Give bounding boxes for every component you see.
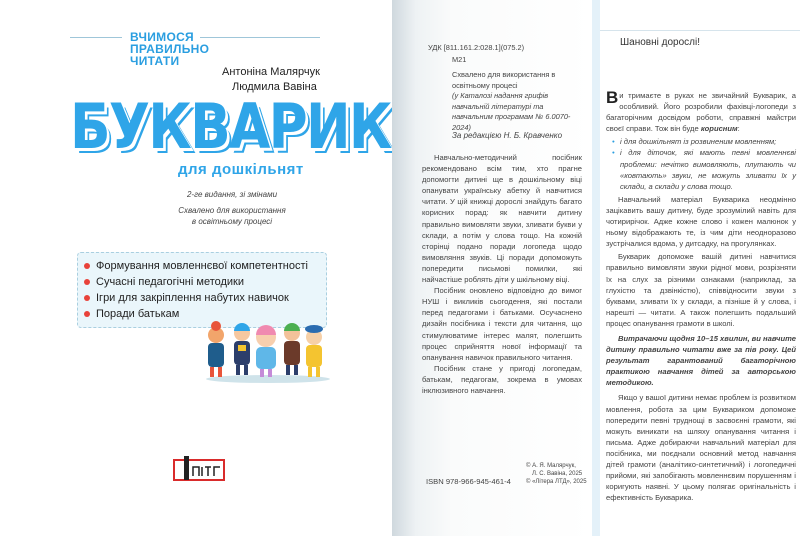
divider <box>70 37 122 38</box>
series-line: ВЧИМОСЯ <box>130 30 194 44</box>
children-illustration <box>198 313 333 383</box>
list-item: • і для дошкільнят із розвиненим мовленням; <box>612 136 796 147</box>
paragraph: и тримаєте в руках не звичайний Букварик, а особливий. Його розробили фахівці-логопеди з багаторічним досвідом роботи, справжні майстри своєї справи. Тож він буде <box>606 91 796 134</box>
paragraph: Букварик допоможе вашій дитині навчитися правильно вимовляти звуки рідної мови, розрізняти їх на слух за різними ознаками (наприклад, за глухістю та дзвінкістю), співвідносити звуки з буквами, зливати їх у склади, а пізніше й у слова, і нарешті — читати. А також полегшить подальший процес опанування грамоти в школі. <box>606 252 796 328</box>
page-heading: Шановні дорослі! <box>620 37 700 48</box>
approval: в освітньому процесі <box>191 217 273 226</box>
publisher-logo <box>172 456 228 482</box>
paragraph: Посібник оновлено відповідно до вимог НУШ і викликів сьогодення, які постали перед педагогами і батьками. Осучаснено дизайн посібника і тексти для читання, що стимулюватиме інтерес малят, полегшить процес сприйняття нової інформації та опанування навичок правильного читання. <box>422 286 582 362</box>
feature-item: Сучасні педагогічні методики <box>84 274 320 290</box>
divider <box>600 30 800 31</box>
paragraph: Навчально-методичний посібник рекомендовано всім тим, хто прагне допомогти дитині ще в дошкільному віці опанувати українську абетку й навчитися читати. У цій книжці дорослі знайдуть багато корисних порад: як навчити дитину правильно вимовляти звуки, зливати букви у склади, а потім у слова тощо. На кожній сторінці подано поради логопеда щодо вимовляння звуків. Ці поради допоможуть попередити письмові помилки, які найчастіше роблять діти у шкільному віці. <box>422 153 582 285</box>
copyright-line: Л. С. Вавіна, 2025 <box>532 471 583 477</box>
copyright-line: © А. Я. Малярчук, <box>526 463 576 469</box>
intro-page <box>592 0 800 536</box>
approval: Схвалено для використання <box>178 206 286 215</box>
paragraph: Посібник стане у пригоді логопедам, батькам, педагогам, зокрема в умовах інклюзивного навчання. <box>422 363 582 395</box>
paragraph: Якщо у вашої дитини немає проблем із розвитком мовлення, робота за цим Буквариком допоможе попередити певні труднощі в засвоєнні грамоти, які можуть виникати на шляху опанування читання і письма. Адже добираючи навчальний матеріал для посібника, ми поєднали основний метод навчання дітей грамоти (аналітико-синтетичний) і логопедичні прийоми, які запобігають мовленнєвим порушенням і коригують наявні. У цьому полягає оригінальність і ефективність Букварика. <box>606 393 796 503</box>
catalog-code: М21 <box>452 55 467 64</box>
list-item: • і для діточок, які мають певні мовленнєві проблеми: нечітко вимовляють, плутають чи «ковтають» звуки, не можуть зливати їх у склади, а склади у слова тощо. <box>612 147 796 191</box>
approval-text <box>452 70 580 133</box>
edition: 2-ге видання, зі змінами <box>186 190 278 199</box>
author: Антоніна Малярчук <box>222 66 320 78</box>
divider <box>200 37 320 38</box>
book-title: БУКВАРИК <box>70 90 391 163</box>
editor: За редакцією Н. Б. Кравченко <box>452 131 563 140</box>
isbn: ISBN 978-966-945-461-4 <box>426 477 511 486</box>
description <box>422 152 582 396</box>
author: Людмила Вавіна <box>232 81 317 93</box>
emphasis-paragraph: Витрачаючи щодня 10–15 хвилин, ви навчите дитину правильно читати вже за пів року. Цей результат гарантований багаторічною практикою навчання дітей за авторською методикою. <box>606 333 796 388</box>
series-line: ПРАВИЛЬНО <box>130 42 210 56</box>
feature-item: Поради батькам <box>84 306 320 322</box>
series-line: ЧИТАТИ <box>130 54 180 68</box>
book-subtitle: для дошкільнят <box>178 161 304 178</box>
series-title <box>130 31 209 67</box>
feature-item: Ігри для закріплення набутих навичок <box>84 290 320 306</box>
feature-item: Формування мовленнєвої компетентності <box>84 258 320 274</box>
cover-page <box>0 0 392 536</box>
copyright <box>526 462 587 486</box>
benefit-list <box>612 136 796 191</box>
imprint-page <box>392 0 592 536</box>
intro-text: Ви тримаєте в руках не звичайний Букварик, а особливий. Його розробили фахівці-логопеди з багаторічним досвідом роботи, справжні майстри своєї справи. Тож він буде корисним: • і для дошкільнят із розвиненим мовленням; • і для діточок, які мають певні мовленнєві проблеми: нечітко вимовляють, плутають чи «ковтають» звуки, не можуть зливати їх у склади, а склади у слова тощо. Навчальний матеріал Букварика неодмінно зацікавить вашу дитину, буде зрозумілий навіть для чотирирічок. Адже кожне слово і кожен малюнок у ньому відображають те, із чим діти неодноразово зустрічалися вдома, у дитсадку, на прогулянках. Букварик допоможе вашій дитині навчитися правильно вимовляти звуки рідної мови, розрізняти їх на слух за різними ознаками (наприклад, за глухістю та дзвінкістю), співвідносити звуки з буквами, зливати їх у склади, а пізніше й у слова, і нарешті — читати. А також полегшить подальший процес опанування грамоти в школі. Витрачаючи щодня 10–15 хвилин, ви навчите дитину правильно читати вже за пів року. Цей результат гарантований багаторічною практикою навчання дітей за авторською методикою. Якщо у вашої дитини немає проблем із розвитком мовлення, робота за цим Буквариком допоможе попередити певні труднощі в засвоєнні грамоти, які можуть виникати на шляху опанування читання і письма. Адже добираючи навчальний матеріал для посібника, ми поєднали основний метод навчання дітей грамоти (аналітико-синтетичний) і логопедичні прийоми, які запобігають мовленнєвим порушенням і коригують наявні. У цьому полягає оригінальність і ефективність Букварика. <box>606 90 796 503</box>
drop-cap: В <box>606 88 619 107</box>
approval: Схвалено для використання в освітньому процесі <box>452 70 556 90</box>
approval-note: (у Каталозі надання грифів навчальній літературі та навчальним програмам № 6.0070-2024) <box>452 91 571 132</box>
copyright-line: © «Літера ЛТД», 2025 <box>526 479 587 485</box>
paragraph: Навчальний матеріал Букварика неодмінно зацікавить вашу дитину, буде зрозумілий навіть для чотирирічок. Адже кожне слово і кожен малюнок у ньому відображають те, із чим діти неодноразово зустрічалися вдома, у дитсадку, на прогулянках. <box>606 194 796 249</box>
emphasis: корисним <box>700 124 738 134</box>
udk-code: УДК [811.161.2:028.1](075.2) <box>428 43 525 52</box>
